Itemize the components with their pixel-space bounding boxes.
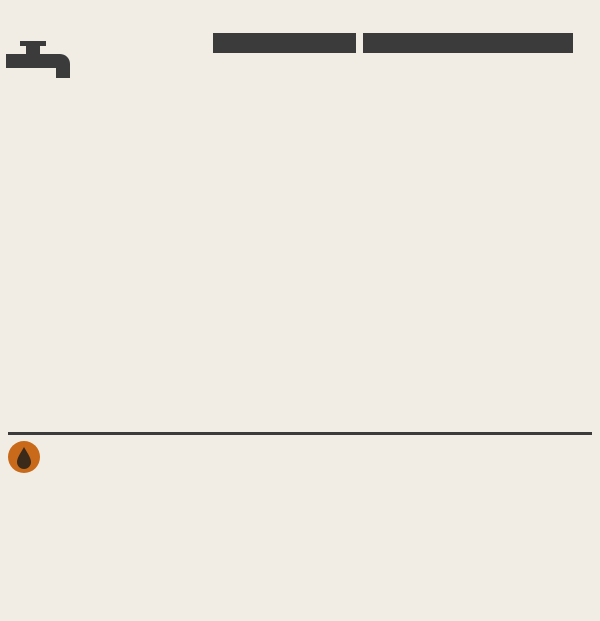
water-drop-icon <box>8 441 40 473</box>
faucet-icon <box>6 40 76 92</box>
group-header-municipalities <box>363 33 573 53</box>
footnotes <box>474 486 596 488</box>
group-header-states <box>213 33 356 53</box>
hospitalizations-line-chart <box>0 470 470 621</box>
section-divider <box>8 432 592 435</box>
